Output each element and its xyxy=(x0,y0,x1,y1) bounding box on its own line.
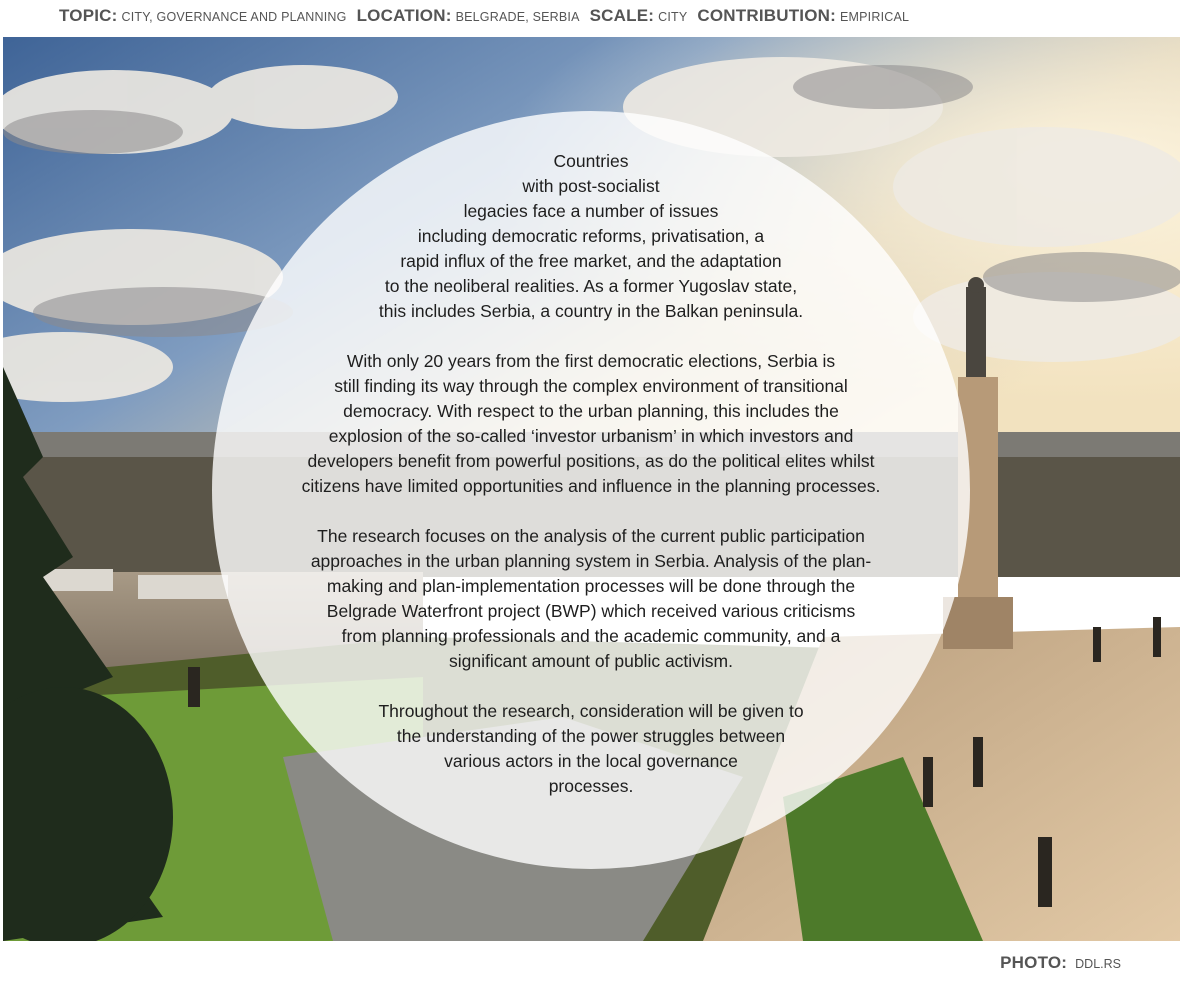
contribution-value: EMPIRICAL xyxy=(840,10,910,24)
photo-credit-key: PHOTO: xyxy=(1000,953,1068,972)
paragraph-intro: Countries with post-socialist legacies face a number of issues including democratic reforms, privatisation, a rapid influx of the free market, and the adaptation to the neoliberal realities. As a former Yugoslav state, this includes Serbia, a country in the Balkan peninsula. xyxy=(378,151,804,321)
meta-bar xyxy=(59,6,919,32)
paragraph-context: With only 20 years from the first democratic elections, Serbia is still finding its way through the complex environment of transitional democracy. With respect to the urban planning, this includes the explosion of the so-called ‘investor urbanism’ in which investors and developers benefit from powerful positions, as do the political elites whilst citizens have limited opportunities and influence in the planning processes. xyxy=(301,351,881,496)
photo-credit-value: DDL.RS xyxy=(1075,957,1121,971)
topic-value: CITY, GOVERNANCE AND PLANNING xyxy=(121,10,347,24)
scale-key: SCALE: xyxy=(589,6,655,25)
paragraph-conclusion: Throughout the research, consideration will be given to the understanding of the power struggles between various actors in the local governance processes. xyxy=(378,701,804,796)
research-summary xyxy=(236,149,946,824)
scale-value: CITY xyxy=(658,10,688,24)
paragraph-focus: The research focuses on the analysis of the current public participation approaches in the urban planning system in Serbia. Analysis of the plan- making and plan-implementation processes will be done through the Belgrade Waterfront project (BWP) which received various criticisms from planning professionals and the academic community, and a significant amount of public activism. xyxy=(310,526,872,671)
topic-key: TOPIC: xyxy=(59,6,118,25)
location-value: BELGRADE, SERBIA xyxy=(455,10,580,24)
photo-credit xyxy=(1000,953,1121,975)
location-key: LOCATION: xyxy=(356,6,452,25)
contribution-key: CONTRIBUTION: xyxy=(697,6,836,25)
